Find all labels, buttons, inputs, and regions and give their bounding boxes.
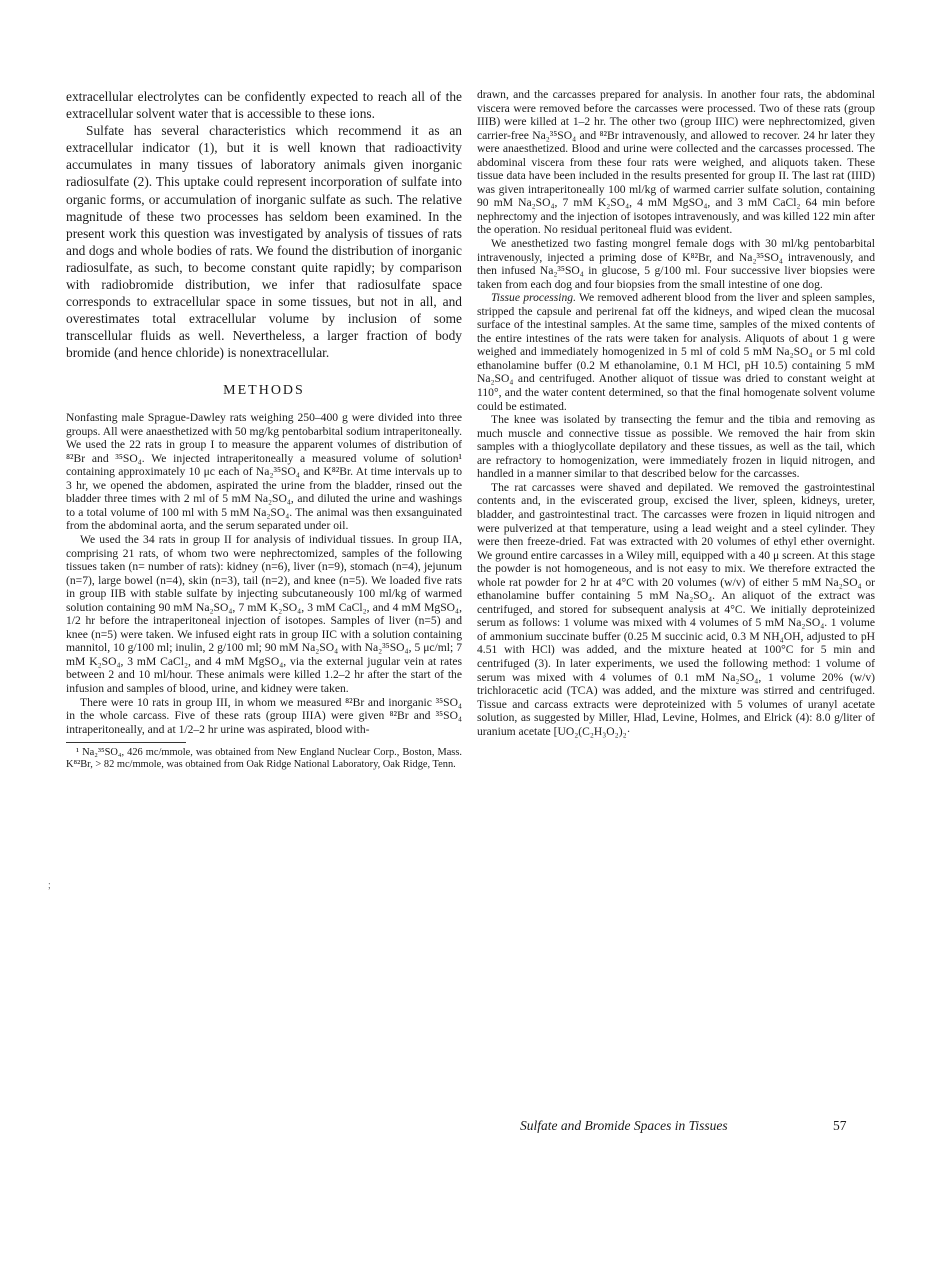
right-column [477, 88, 875, 738]
introduction [66, 88, 462, 362]
margin-mark: ; [48, 880, 51, 891]
footnote: ¹ Na₂³⁵SO₄, 426 mc/mmole, was obtained from New England Nuclear Corp., Boston, Mass. K⁸²Br, > 82 mc/mmole, was obtained from Oak Ridge National Laboratory, Oak Ridge, Tenn. [66, 747, 462, 771]
page-number: 57 [833, 1118, 847, 1133]
tissue-processing-paragraph [477, 291, 875, 413]
left-column [66, 88, 462, 772]
methods-heading: METHODS [223, 382, 305, 398]
methods-paragraph: We used the 34 rats in group II for analysis of individual tissues. In group IIA, comprising 21 rats, of whom two were nephrectomized, samples of the following tissues taken (n= number of rats): kidney (n=6), liver (n=9), stomach (n=4), jejunum (n=7), large bowel (n=4), skin (n=3), tail (n=2), and knee (n=5). We loaded five rats in group IIB with stable sulfate by injecting subcutaneously 100 ml/kg of warmed solution containing 90 mM Na₂SO₄, 7 mM K₂SO₄, 3 mM CaCl₂, and 4 mM MgSO₄, 1/2 hr before the intraperitoneal injection of isotopes. Samples of liver (n=5) and knee (n=5) were taken. We infused eight rats in group IIC with a solution containing mannitol, 10 g/100 ml; inulin, 2 g/100 ml; 90 mM Na₂SO₄ with Na₂³⁵SO₄, 5 μc/ml; 7 mM K₂SO₄, 3 mM CaCl₂, and 4 mM MgSO₄, via the external jugular vein at rates between 2 and 10 ml/hour. These animals were killed 1.2–2 hr after the start of the infusion and samples of blood, urine, and kidney were taken. [66, 532, 462, 695]
intro-paragraph: Sulfate has several characteristics which recommend it as an extracellular indicator (1), but it is well known that radioactivity accumulates in many tissues of laboratory animals given inorganic radiosulfate (2). This uptake could represent incorporation of sulfate into organic forms, or accumulation of inorganic sulfate as such. The relative magnitude of these two processes has seldom been examined. In the present work this question was investigated by analysis of tissues of rats and dogs and whole bodies of rats. We found the distribution of inorganic radiosulfate, as such, to become constant quite rapidly; by comparison with radiobromide distribution, we infer that radiosulfate space corresponds to extracellular space in some tissues, but not in all, and overestimates total extracellular volume by inclusion of some transcellular fluids as well. Nevertheless, a larger fraction of body bromide (and hence chloride) is nonextracellular. [66, 123, 462, 361]
carcass-paragraph: The rat carcasses were shaved and depilated. We removed the gastrointestinal contents and, in the eviscerated group, excised the liver, spleen, kidneys, ureter, bladder, and gastrointestinal tract. The carcasses were frozen in liquid nitrogen and were pulverized at that temperature, using a lead weight and a steel cylinder. They were then freeze-dried. Fat was extracted with 20 volumes of ethyl ether overnight. We ground entire carcasses in a Wiley mill, equipped with a 40 μ screen. At this stage the powder is not homogeneous, and is not easy to mix. We therefore extracted the whole rat powder for 2 hr at 4°C with 20 volumes (w/v) of either 5 mM Na₂SO₄ or ethanolamine buffer containing 5 mM Na₂SO₄. An aliquot of the extract was centrifuged, and stored for subsequent analysis at 4°C. We initially deproteinized serum as follows: 1 volume was mixed with 4 volumes of 5 mM Na₂SO₄. 1 volume of ammonium succinate buffer (0.25 M succinic acid, 0.3 M NH₄OH, adjusted to pH 4.51 with HCl) was added, and the mixture heated at 100°C for 5 min and centrifuged (3). In later experiments, we used the following method: 1 volume of serum was mixed with 4 volumes of 0.1 mM Na₂SO₄, 1 volume 20% (w/v) trichloracetic acid (TCA) was added, and the mixture was stirred and centrifuged. Tissue and carcass extracts were deproteinized with 5 volumes of uranyl acetate solution, as suggested by Miller, Hlad, Levine, Holmes, and Elrick (4): 8.0 g/liter of uranium acetate [UO₂(C₂H₃O₂)₂· [477, 480, 875, 738]
continued-paragraph: drawn, and the carcasses prepared for analysis. In another four rats, the abdominal viscera were removed before the carcasses were processed. Two of these rats (group IIIB) were killed at 1–2 hr. The other two (group IIIC) were nephrectomized, given carrier-free Na₂³⁵SO₄ and ⁸²Br intravenously, and allowed to recover. 24 hr later they were anaesthetized. Blood and urine were collected and the carcasses processed. The abdominal viscera from these four rats were weighed, and aliquots taken. These tissue data have been included in the results presented for group II. The last rat (IIID) was given intraperitoneally 100 ml/kg of warmed carrier sulfate solution, containing 90 mM Na₂SO₄, 7 mM K₂SO₄, 4 mM MgSO₄, and 3 mM CaCl₂ 64 min before nephrectomy and the injection of isotopes intravenously, and was killed 122 min after the operation. No residual peritoneal fluid was evident. [477, 88, 875, 237]
methods-paragraph: There were 10 rats in group III, in whom we measured ⁸²Br and inorganic ³⁵SO₄ in the whole carcass. Five of these rats (group IIIA) were given ⁸²Br and ³⁵SO₄ intraperitoneally, and at 1/2–2 hr urine was aspirated, blood with- [66, 695, 462, 736]
footnote-rule [66, 742, 186, 743]
methods-paragraph: Nonfasting male Sprague-Dawley rats weighing 250–400 g were divided into three groups. All were anaesthetized with 50 mg/kg pentobarbital sodium intraperitoneally. We used the 22 rats in group I to measure the apparent volumes of distribution of ⁸²Br and ³⁵SO₄. We injected intraperitoneally a measured volume of solution¹ containing approximately 10 μc each of Na₂³⁵SO₄ and K⁸²Br. At time intervals up to 3 hr, we opened the abdomen, aspirated the urine from the bladder, rinsed out the bladder three times with 2 ml of 5 mM Na₂SO₄, and diluted the urine and washings to a total volume of 100 ml with 5 mM Na₂SO₄. The animal was then exsanguinated from the abdominal aorta, and the serum separated under oil. [66, 411, 462, 533]
knee-paragraph: The knee was isolated by transecting the femur and the tibia and removing as much muscle and connective tissue as possible. We removed the hair from skin samples with a thioglycollate depilatory and these tissues, as well as the tail, which are refractory to homogenization, were immediately frozen in liquid nitrogen, and handled in a manner similar to that described below for the carcasses. [477, 413, 875, 481]
dogs-paragraph: We anesthetized two fasting mongrel female dogs with 30 ml/kg pentobarbital intravenously, injected a priming dose of K⁸²Br, and Na₂³⁵SO₄ intravenously, and then infused Na₂³⁵SO₄ in glucose, 5 g/100 ml. Four successive liver biopsies were taken from each dog and four biopsies from the small intestine of one dog. [477, 237, 875, 291]
tissue-processing-text: We removed adherent blood from the liver and spleen samples, stripped the capsule and perirenal fat off the kidneys, and wiped clean the mucosal surface of the intestinal samples. At the same time, samples of the mixed contents of the entire intestines of the rats were taken for analysis. Aliquots of about 1 g were weighed and immediately homogenized in 5 ml of cold 5 mM Na₂SO₄ or 5 ml cold ethanolamine buffer (0.2 M ethanolamine, 0.1 M HCl, pH 10.5) containing 5 mM Na₂SO₄ and centrifuged. Another aliquot of tissue was dried to constant weight at 110°, and the water content determined, so that the final homogenate solvent volume could be estimated. [477, 291, 875, 413]
running-title: Sulfate and Bromide Spaces in Tissues [520, 1118, 728, 1133]
intro-paragraph: extracellular electrolytes can be confidently expected to reach all of the extracellular solvent water that is accessible to these ions. [66, 89, 462, 122]
tissue-processing-heading: Tissue processing. [491, 291, 576, 305]
